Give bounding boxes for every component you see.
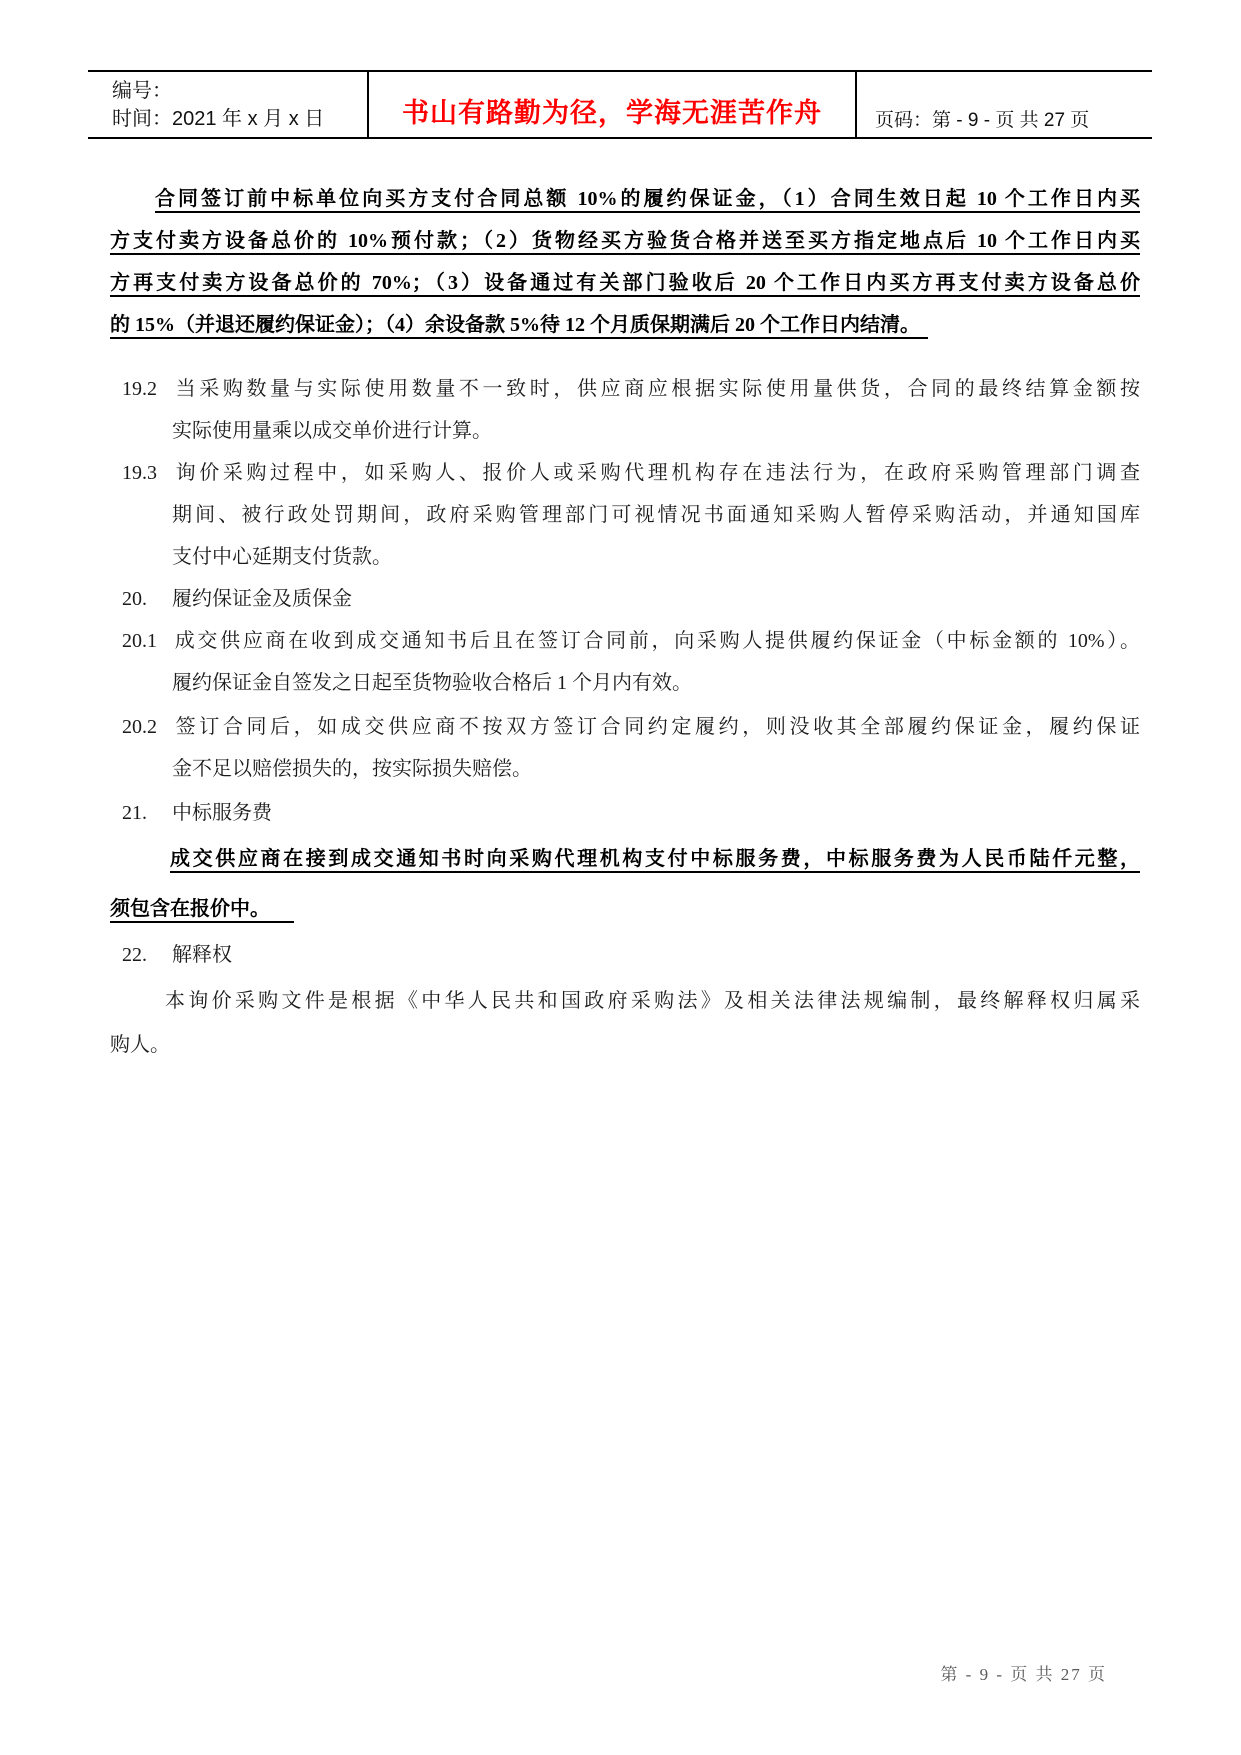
clause-20-2-text: 签订合同后，如成交供应商不按双方签订合同约定履约，则没收其全部履约保证金，履约保证 xyxy=(172,716,1140,738)
clause-21-heading xyxy=(110,798,1140,828)
clause-22-heading xyxy=(110,940,1140,970)
service-fee-line-2: 须包含在报价中。 xyxy=(110,894,1140,924)
clause-21-number: 21. xyxy=(122,802,147,824)
clause-20-1-text: 成交供应商在收到成交通知书后且在签订合同前，向采购人提供履约保证金（中标金额的 10%）。 xyxy=(172,630,1140,652)
clause-20-1-line-1 xyxy=(110,626,1140,656)
clause-19-3-number: 19.3 xyxy=(122,462,157,484)
header-page-label: 页码：第 - 9 - 页 共 27 页 xyxy=(875,110,1090,131)
clause-19-2-line-2: 实际使用量乘以成交单价进行计算。 xyxy=(172,420,492,442)
clause-20-2-number: 20.2 xyxy=(122,716,157,738)
clause-21-title: 中标服务费 xyxy=(172,802,272,824)
clause-20-1-line-2: 履约保证金自签发之日起至货物验收合格后 1 个月内有效。 xyxy=(172,672,692,694)
interpretation-line-2: 购人。 xyxy=(110,1034,170,1056)
footer-page-number: 第 - 9 - 页 共 27 页 xyxy=(940,1665,1107,1684)
clause-22-number: 22. xyxy=(122,944,147,966)
clause-20-1-number: 20.1 xyxy=(122,630,157,652)
clause-19-3-line-3: 支付中心延期支付货款。 xyxy=(172,546,392,568)
interpretation-line-1: 本询价采购文件是根据《中华人民共和国政府采购法》及相关法律法规编制，最终解释权归属采 xyxy=(165,990,1140,1012)
clause-20-number: 20. xyxy=(122,588,147,610)
header-table xyxy=(88,70,1152,139)
clause-19-2-line-1 xyxy=(110,374,1140,404)
payment-terms-line-1: 合同签订前中标单位向买方支付合同总额 10%的履约保证金，（1）合同生效日起 10 个工作日内买 xyxy=(110,184,1140,214)
service-fee-line-1: 成交供应商在接到成交通知书时向采购代理机构支付中标服务费，中标服务费为人民币陆仟元整， xyxy=(110,844,1140,874)
clause-20-2-line-2: 金不足以赔偿损失的，按实际损失赔偿。 xyxy=(172,758,532,780)
clause-20-2-line-1 xyxy=(110,712,1140,742)
clause-20-heading xyxy=(110,584,1140,614)
doc-date-label: 时间：2021 年 x 月 x 日 xyxy=(112,108,325,130)
header-left-cell xyxy=(88,72,367,137)
clause-19-2-number: 19.2 xyxy=(122,378,157,400)
clause-19-3-text: 询价采购过程中，如采购人、报价人或采购代理机构存在违法行为，在政府采购管理部门调查 xyxy=(172,462,1140,484)
clause-22-title: 解释权 xyxy=(172,944,232,966)
payment-terms-line-3: 方再支付卖方设备总价的 70%；（3）设备通过有关部门验收后 20 个工作日内买方再支付卖方设备总价 xyxy=(110,268,1140,298)
doc-number-label: 编号： xyxy=(112,80,172,102)
header-page-cell xyxy=(855,72,1152,137)
clause-19-2-text: 当采购数量与实际使用数量不一致时，供应商应根据实际使用量供货，合同的最终结算金额按 xyxy=(172,378,1140,400)
clause-20-title: 履约保证金及质保金 xyxy=(172,588,352,610)
payment-terms-line-2: 方支付卖方设备总价的 10%预付款；（2）货物经买方验货合格并送至买方指定地点后 10 个工作日内买 xyxy=(110,226,1140,256)
clause-19-3-line-2: 期间、被行政处罚期间，政府采购管理部门可视情况书面通知采购人暂停采购活动，并通知国库 xyxy=(172,504,1140,526)
header-motto-cell xyxy=(367,72,855,137)
clause-19-3-line-1 xyxy=(110,458,1140,488)
header-motto: 书山有路勤为径，学海无涯苦作舟 xyxy=(402,98,822,128)
payment-terms-line-4: 的 15%（并退还履约保证金）；（4）余设备款 5%待 12 个月质保期满后 20 个工作日内结清。 xyxy=(110,310,1140,340)
